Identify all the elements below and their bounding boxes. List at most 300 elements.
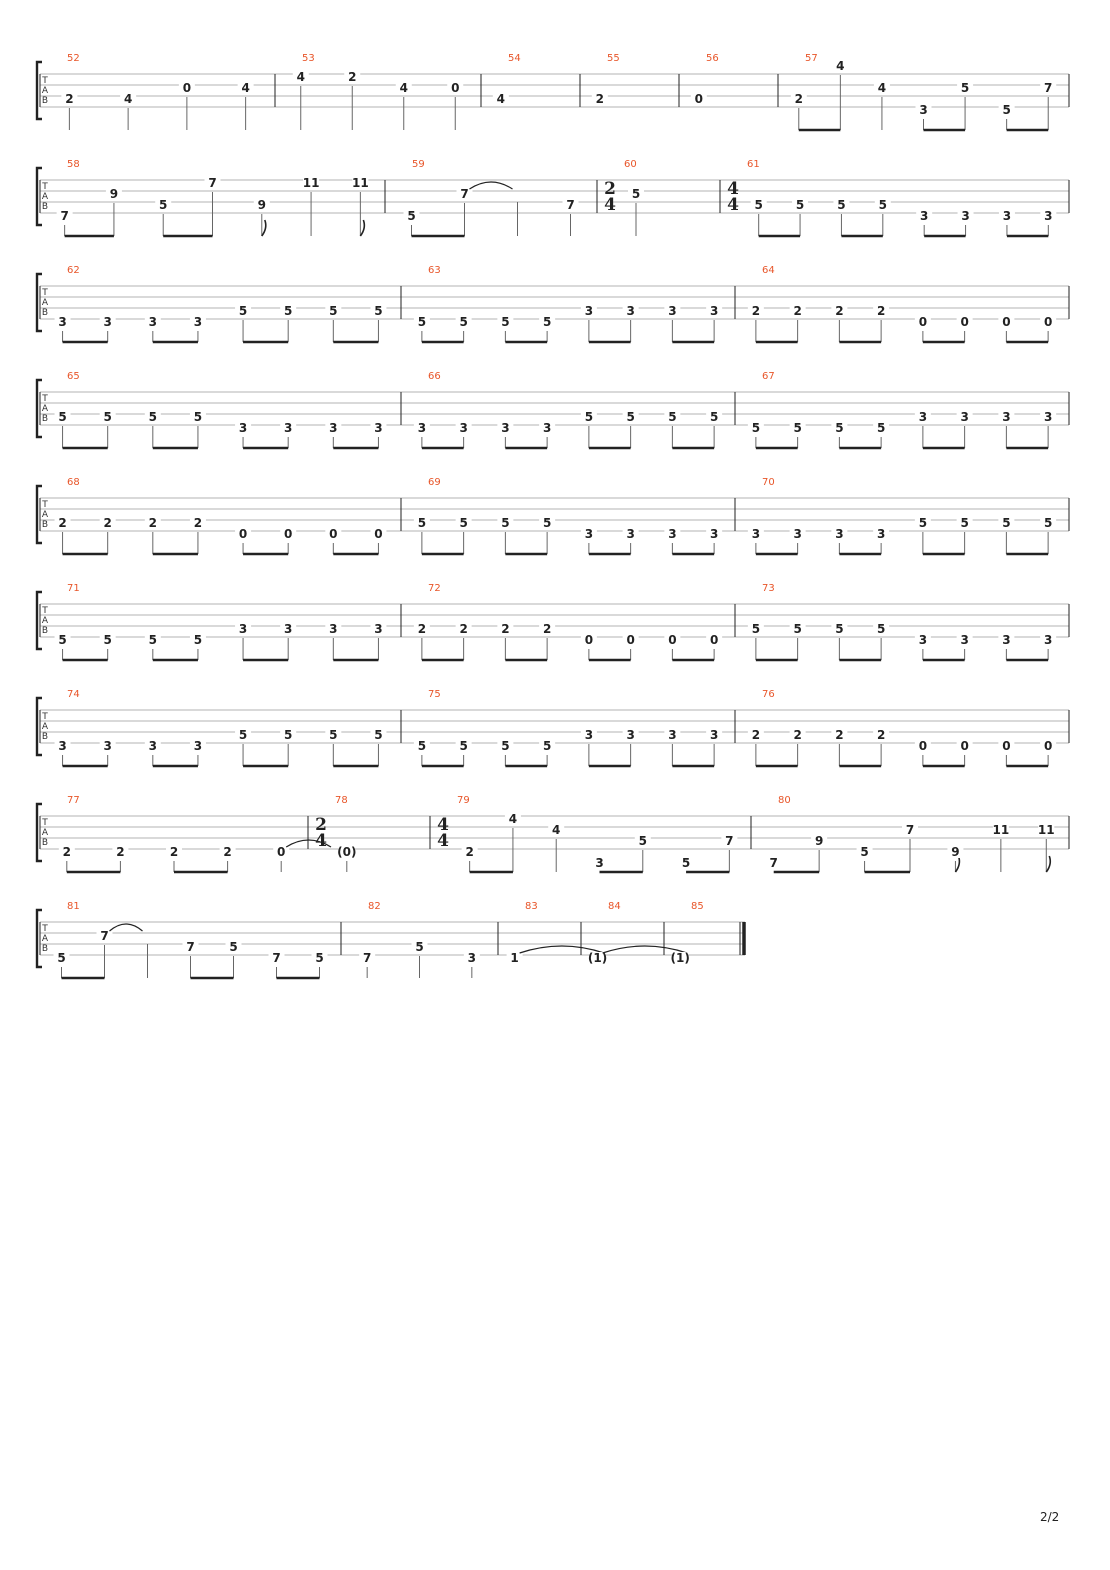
fret-number: 5 xyxy=(329,304,338,318)
fret-number: 0 xyxy=(960,315,969,329)
fret-number: 2 xyxy=(793,728,802,742)
fret-number: 4 xyxy=(877,81,887,95)
time-signature-bottom: 4 xyxy=(727,195,739,215)
fret-number: 3 xyxy=(626,527,635,541)
system-8 xyxy=(37,795,1069,872)
fret-number: 0 xyxy=(451,81,460,95)
fret-number: 2 xyxy=(595,92,604,106)
note-flag xyxy=(262,220,266,236)
fret-number: 5 xyxy=(793,622,802,636)
fret-number: 2 xyxy=(58,516,67,530)
fret-number: 3 xyxy=(459,421,468,435)
fret-number: 5 xyxy=(238,304,248,318)
fret-number: 7 xyxy=(460,187,469,201)
fret-number: 7 xyxy=(566,198,575,212)
fret-number: 5 xyxy=(148,633,157,647)
fret-number: 7 xyxy=(186,940,195,954)
fret-number: 7 xyxy=(905,823,915,837)
fret-number: 2 xyxy=(465,845,474,859)
fret-number: 0 xyxy=(694,92,703,106)
fret-number: 9 xyxy=(951,845,960,859)
fret-number: 4 xyxy=(836,59,845,73)
fret-number: 5 xyxy=(631,187,641,201)
measure-79 xyxy=(437,795,737,872)
fret-number: 5 xyxy=(459,516,468,530)
fret-number: 3 xyxy=(876,527,886,541)
fret-number: (1) xyxy=(670,951,690,965)
fret-number: 5 xyxy=(793,421,802,435)
fret-number: 0 xyxy=(284,527,293,541)
measure-number: 69 xyxy=(428,477,441,488)
measure-number: 84 xyxy=(608,901,621,912)
fret-number: 3 xyxy=(919,103,928,117)
tab-clef-letter: B xyxy=(41,944,49,954)
fret-number: 0 xyxy=(374,527,383,541)
tab-clef-letter: T xyxy=(42,182,48,192)
tab-clef-letter: T xyxy=(42,76,48,86)
fret-number: 5 xyxy=(459,315,468,329)
fret-number: 7 xyxy=(100,929,109,943)
fret-number: 5 xyxy=(284,728,293,742)
fret-number: 2 xyxy=(835,728,844,742)
fret-number: 3 xyxy=(238,622,248,636)
measure-number: 61 xyxy=(747,159,760,170)
fret-number: 5 xyxy=(542,739,552,753)
measure-68 xyxy=(55,477,387,554)
fret-number: 3 xyxy=(103,315,112,329)
tab-clef-letter: A xyxy=(41,192,49,202)
measure-78 xyxy=(315,795,356,872)
fret-number: 0 xyxy=(668,633,677,647)
fret-number: 5 xyxy=(501,315,510,329)
measure-number: 52 xyxy=(67,53,80,64)
fret-number: 3 xyxy=(793,527,802,541)
page-number: 2/2 xyxy=(1040,1510,1060,1524)
fret-number: 5 xyxy=(751,421,761,435)
measure-number: 83 xyxy=(525,901,538,912)
measure-number: 72 xyxy=(428,583,441,594)
fret-number: 4 xyxy=(399,81,408,95)
fret-number: 7 xyxy=(725,834,734,848)
measure-number: 54 xyxy=(508,53,521,64)
fret-number: 5 xyxy=(284,304,293,318)
fret-number: 7 xyxy=(60,209,69,223)
fret-number: 0 xyxy=(238,527,248,541)
fret-number: 5 xyxy=(148,410,157,424)
system-3 xyxy=(37,265,1069,342)
fret-number: 0 xyxy=(1043,739,1053,753)
fret-number: 5 xyxy=(681,856,691,870)
measure-number: 75 xyxy=(428,689,441,700)
fret-number: 5 xyxy=(751,622,761,636)
fret-number: 4 xyxy=(123,92,133,106)
fret-number: 3 xyxy=(626,304,635,318)
measure-73 xyxy=(748,583,1056,660)
measure-number: 77 xyxy=(67,795,80,806)
system-5 xyxy=(37,477,1069,554)
note-flag xyxy=(360,220,364,236)
fret-number: 0 xyxy=(182,81,192,95)
fret-number: 3 xyxy=(148,315,157,329)
fret-number: 0 xyxy=(1002,739,1011,753)
fret-number: (1) xyxy=(587,951,608,965)
system-2 xyxy=(37,159,1069,236)
fret-number: 3 xyxy=(329,421,338,435)
fret-number: 0 xyxy=(329,527,338,541)
fret-number: 3 xyxy=(668,304,677,318)
system-1 xyxy=(37,53,1069,130)
fret-number: 5 xyxy=(417,739,427,753)
fret-number: 5 xyxy=(58,410,67,424)
fret-number: 3 xyxy=(374,421,383,435)
measure-76 xyxy=(748,689,1056,766)
fret-number: 2 xyxy=(148,516,157,530)
fret-number: 3 xyxy=(329,622,338,636)
fret-number: 3 xyxy=(1002,209,1012,223)
tie-arc xyxy=(110,924,143,931)
fret-number: 0 xyxy=(918,739,928,753)
fret-number: 4 xyxy=(296,70,305,84)
fret-number: 3 xyxy=(668,728,677,742)
tab-clef-letter: T xyxy=(42,712,48,722)
measure-number: 68 xyxy=(67,477,80,488)
tab-clef-letter: B xyxy=(41,520,49,530)
fret-number: 1 xyxy=(510,951,519,965)
fret-number: 5 xyxy=(103,410,112,424)
fret-number: 3 xyxy=(193,739,203,753)
measure-72 xyxy=(414,583,722,660)
fret-number: 3 xyxy=(584,304,594,318)
measure-number: 65 xyxy=(67,371,80,382)
fret-number: 5 xyxy=(415,940,424,954)
fret-number: 3 xyxy=(960,633,969,647)
fret-number: 5 xyxy=(876,421,886,435)
measure-55 xyxy=(592,53,620,106)
fret-number: 2 xyxy=(116,845,125,859)
measure-53 xyxy=(293,53,464,130)
fret-number: 2 xyxy=(876,304,886,318)
fret-number: 3 xyxy=(374,622,383,636)
fret-number: 2 xyxy=(65,92,74,106)
tab-clef-letter: T xyxy=(42,394,48,404)
measure-number: 64 xyxy=(762,265,775,276)
fret-number: 5 xyxy=(584,410,594,424)
fret-number: 3 xyxy=(58,739,67,753)
fret-number: 3 xyxy=(193,315,203,329)
measure-70 xyxy=(748,477,1056,554)
fret-number: 3 xyxy=(501,421,510,435)
fret-number: 3 xyxy=(284,421,293,435)
measure-number: 55 xyxy=(607,53,620,64)
fret-number: 11 xyxy=(352,176,369,190)
measure-67 xyxy=(748,371,1056,448)
measure-77 xyxy=(59,795,331,872)
fret-number: 3 xyxy=(709,304,719,318)
fret-number: 5 xyxy=(542,516,552,530)
fret-number: 11 xyxy=(302,176,320,190)
fret-number: 2 xyxy=(193,516,203,530)
fret-number: 3 xyxy=(58,315,67,329)
fret-number: 5 xyxy=(57,951,66,965)
tab-clef-letter: B xyxy=(41,96,49,106)
measure-number: 56 xyxy=(706,53,719,64)
fret-number: 5 xyxy=(878,198,887,212)
fret-number: 2 xyxy=(751,304,761,318)
fret-number: 3 xyxy=(595,856,604,870)
fret-number: 5 xyxy=(542,315,552,329)
fret-number: 3 xyxy=(668,527,677,541)
tab-clef-letter: B xyxy=(41,626,49,636)
measure-58 xyxy=(57,159,369,236)
fret-number: 5 xyxy=(709,410,719,424)
fret-number: 3 xyxy=(584,527,594,541)
fret-number: 3 xyxy=(626,728,635,742)
system-7 xyxy=(37,689,1069,766)
measure-52 xyxy=(61,53,253,130)
measure-number: 63 xyxy=(428,265,441,276)
tab-clef-letter: T xyxy=(42,288,48,298)
measure-number: 62 xyxy=(67,265,80,276)
fret-number: 5 xyxy=(58,633,67,647)
fret-number: 2 xyxy=(459,622,468,636)
fret-number: 5 xyxy=(459,739,468,753)
time-signature-top: 4 xyxy=(727,179,739,199)
note-flag xyxy=(1046,856,1050,872)
measure-62 xyxy=(55,265,387,342)
fret-number: 5 xyxy=(960,516,969,530)
fret-number: 5 xyxy=(374,728,383,742)
fret-number: 3 xyxy=(1002,633,1011,647)
measure-number: 79 xyxy=(457,795,470,806)
measure-64 xyxy=(748,265,1056,342)
fret-number: 11 xyxy=(992,823,1010,837)
fret-number: 3 xyxy=(709,527,719,541)
fret-number: 5 xyxy=(754,198,763,212)
fret-number: 2 xyxy=(223,845,232,859)
fret-number: 5 xyxy=(918,516,928,530)
fret-number: 0 xyxy=(626,633,635,647)
fret-number: 3 xyxy=(918,410,928,424)
fret-number: 3 xyxy=(835,527,844,541)
tab-clef-letter: A xyxy=(41,404,49,414)
time-signature-bottom: 4 xyxy=(437,831,449,851)
fret-number: 9 xyxy=(814,834,824,848)
time-signature-bottom: 4 xyxy=(604,195,616,215)
fret-number: 7 xyxy=(362,951,372,965)
measure-number: 58 xyxy=(67,159,80,170)
measure-number: 66 xyxy=(428,371,441,382)
tie-arc xyxy=(470,182,513,189)
fret-number: 5 xyxy=(638,834,647,848)
measure-number: 74 xyxy=(67,689,80,700)
fret-number: 5 xyxy=(229,940,238,954)
measure-number: 76 xyxy=(762,689,775,700)
measure-63 xyxy=(414,265,722,342)
fret-number: 2 xyxy=(348,70,357,84)
tab-clef-letter: T xyxy=(42,818,48,828)
time-signature-top: 2 xyxy=(604,179,616,199)
measure-number: 70 xyxy=(762,477,775,488)
tab-clef-letter: A xyxy=(41,722,49,732)
measure-number: 78 xyxy=(335,795,348,806)
fret-number: 2 xyxy=(835,304,844,318)
fret-number: 5 xyxy=(315,951,324,965)
measure-number: 85 xyxy=(691,901,704,912)
tab-clef-letter: A xyxy=(41,934,49,944)
fret-number: 2 xyxy=(793,304,802,318)
measure-number: 81 xyxy=(67,901,80,912)
time-signature-bottom: 4 xyxy=(315,831,327,851)
fret-number: 11 xyxy=(1037,823,1055,837)
fret-number: 5 xyxy=(417,315,427,329)
measure-number: 82 xyxy=(368,901,381,912)
tab-clef-letter: T xyxy=(42,924,48,934)
fret-number: 5 xyxy=(501,739,510,753)
fret-number: 5 xyxy=(1002,103,1011,117)
measure-number: 71 xyxy=(67,583,80,594)
measure-number: 60 xyxy=(624,159,637,170)
fret-number: 2 xyxy=(62,845,71,859)
fret-number: 4 xyxy=(508,812,518,826)
fret-number: 3 xyxy=(103,739,112,753)
fret-number: 2 xyxy=(542,622,552,636)
fret-number: 0 xyxy=(1002,315,1011,329)
tab-clef-letter: A xyxy=(41,616,49,626)
fret-number: 3 xyxy=(918,633,928,647)
fret-number: 3 xyxy=(417,421,427,435)
fret-number: 2 xyxy=(169,845,179,859)
fret-number: (0) xyxy=(337,845,357,859)
fret-number: 3 xyxy=(920,209,929,223)
fret-number: 5 xyxy=(1043,516,1053,530)
fret-number: 5 xyxy=(407,209,416,223)
fret-number: 5 xyxy=(159,198,168,212)
fret-number: 2 xyxy=(103,516,112,530)
fret-number: 3 xyxy=(961,209,970,223)
fret-number: 0 xyxy=(918,315,928,329)
fret-number: 9 xyxy=(257,198,266,212)
fret-number: 5 xyxy=(626,410,635,424)
fret-number: 5 xyxy=(193,633,203,647)
tab-clef-letter: B xyxy=(41,202,49,212)
measure-80 xyxy=(766,795,1055,872)
fret-number: 2 xyxy=(794,92,803,106)
fret-number: 5 xyxy=(876,622,886,636)
fret-number: 0 xyxy=(1043,315,1053,329)
fret-number: 7 xyxy=(1044,81,1053,95)
fret-number: 5 xyxy=(238,728,248,742)
measure-81 xyxy=(54,901,328,978)
fret-number: 5 xyxy=(417,516,427,530)
tab-clef-letter: T xyxy=(42,606,48,616)
measure-74 xyxy=(55,689,387,766)
system-4 xyxy=(37,371,1069,448)
fret-number: 3 xyxy=(238,421,248,435)
tab-clef-letter: B xyxy=(41,308,49,318)
measure-69 xyxy=(414,477,722,554)
fret-number: 5 xyxy=(835,622,844,636)
fret-number: 0 xyxy=(709,633,719,647)
tab-clef-letter: A xyxy=(41,298,49,308)
tab-clef-letter: A xyxy=(41,828,49,838)
measure-75 xyxy=(414,689,722,766)
measure-number: 73 xyxy=(762,583,775,594)
fret-number: 4 xyxy=(496,92,505,106)
tab-clef-letter: B xyxy=(41,838,49,848)
fret-number: 5 xyxy=(668,410,677,424)
tab-clef-letter: B xyxy=(41,414,49,424)
fret-number: 3 xyxy=(1043,410,1053,424)
fret-number: 2 xyxy=(876,728,886,742)
fret-number: 7 xyxy=(272,951,281,965)
fret-number: 2 xyxy=(417,622,427,636)
measure-60 xyxy=(604,159,644,236)
fret-number: 2 xyxy=(501,622,510,636)
fret-number: 3 xyxy=(467,951,477,965)
fret-number: 3 xyxy=(584,728,594,742)
fret-number: 3 xyxy=(284,622,293,636)
fret-number: 5 xyxy=(329,728,338,742)
measure-number: 67 xyxy=(762,371,775,382)
fret-number: 5 xyxy=(835,421,844,435)
system-6 xyxy=(37,583,1069,660)
fret-number: 7 xyxy=(769,856,778,870)
measure-59 xyxy=(404,159,579,236)
fret-number: 5 xyxy=(795,198,805,212)
measure-66 xyxy=(414,371,722,448)
fret-number: 5 xyxy=(837,198,846,212)
fret-number: 5 xyxy=(501,516,510,530)
fret-number: 3 xyxy=(1043,633,1053,647)
measure-56 xyxy=(691,53,719,106)
measure-number: 59 xyxy=(412,159,425,170)
measure-number: 80 xyxy=(778,795,791,806)
system-9 xyxy=(37,901,745,978)
fret-number: 5 xyxy=(860,845,869,859)
fret-number: 2 xyxy=(751,728,761,742)
tab-clef-letter: B xyxy=(41,732,49,742)
fret-number: 0 xyxy=(960,739,969,753)
time-signature-top: 4 xyxy=(437,815,449,835)
fret-number: 5 xyxy=(1002,516,1011,530)
fret-number: 7 xyxy=(208,176,217,190)
measure-number: 57 xyxy=(805,53,818,64)
fret-number: 3 xyxy=(1044,209,1053,223)
fret-number: 4 xyxy=(241,81,250,95)
fret-number: 5 xyxy=(193,410,203,424)
fret-number: 3 xyxy=(1002,410,1011,424)
fret-number: 3 xyxy=(709,728,719,742)
fret-number: 5 xyxy=(960,81,970,95)
measure-65 xyxy=(55,371,387,448)
fret-number: 3 xyxy=(148,739,157,753)
fret-number: 3 xyxy=(751,527,761,541)
measure-82 xyxy=(359,901,480,978)
fret-number: 3 xyxy=(542,421,552,435)
fret-number: 5 xyxy=(103,633,112,647)
fret-number: 0 xyxy=(584,633,594,647)
measure-54 xyxy=(493,53,521,106)
measure-number: 53 xyxy=(302,53,315,64)
measure-57 xyxy=(791,53,1056,130)
tab-clef-letter: T xyxy=(42,500,48,510)
fret-number: 9 xyxy=(109,187,119,201)
fret-number: 3 xyxy=(960,410,969,424)
time-signature-top: 2 xyxy=(315,815,327,835)
fret-number: 5 xyxy=(374,304,383,318)
tab-clef-letter: A xyxy=(41,510,49,520)
measure-71 xyxy=(55,583,387,660)
